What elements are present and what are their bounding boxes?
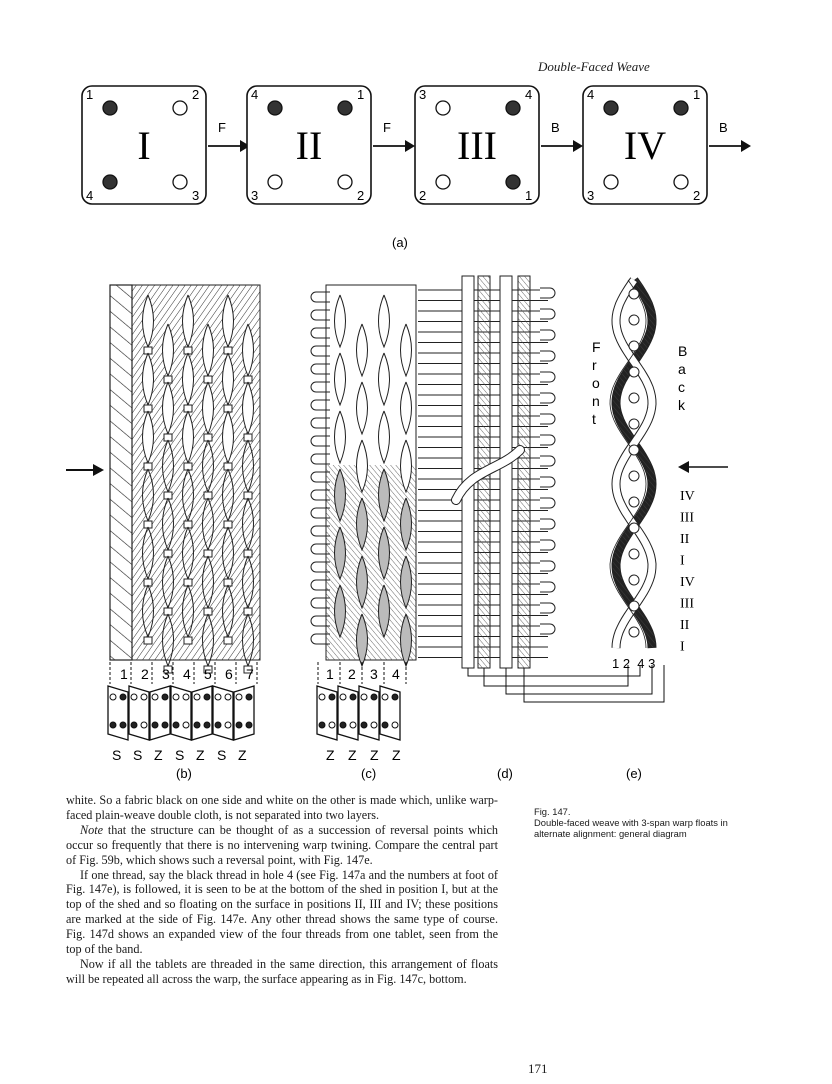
black-hole-icon bbox=[103, 101, 117, 115]
hole-number: 1 bbox=[357, 87, 365, 102]
tablet-card bbox=[359, 686, 379, 740]
white-hole-icon bbox=[173, 175, 187, 189]
column-number: 3 bbox=[162, 666, 170, 682]
twist-letter: S bbox=[133, 747, 143, 763]
back-letter: c bbox=[678, 379, 685, 395]
hole-number: 4 bbox=[525, 87, 533, 102]
position-numeral: III bbox=[680, 510, 694, 526]
tablet-card bbox=[317, 686, 337, 740]
tablet-card bbox=[380, 686, 400, 740]
warp-thread bbox=[518, 276, 530, 668]
turn-direction: B bbox=[719, 120, 728, 135]
tablet-card bbox=[150, 686, 170, 740]
position-numeral: I bbox=[680, 639, 685, 655]
tablet-card bbox=[171, 686, 191, 740]
black-hole-icon bbox=[604, 101, 618, 115]
hole-number: 2 bbox=[192, 87, 200, 102]
back-letter: B bbox=[678, 343, 688, 359]
paragraph-1: white. So a fabric black on one side and white on the other is made which, unlike warp-faced plain-weave double cloth, is not separated into two layers. bbox=[66, 793, 498, 822]
warp-thread bbox=[462, 276, 474, 668]
hole-number: 3 bbox=[192, 188, 200, 203]
tablet-numeral: III bbox=[457, 123, 497, 168]
back-letter: a bbox=[678, 361, 686, 377]
column-number: 1 bbox=[120, 666, 128, 682]
white-hole-icon bbox=[338, 175, 352, 189]
turn-arrow-icon bbox=[741, 140, 751, 152]
warp-thread bbox=[500, 276, 512, 668]
turn-direction: F bbox=[383, 120, 391, 135]
front-letter: t bbox=[592, 411, 596, 427]
white-hole-icon bbox=[436, 175, 450, 189]
hole-number: 4 bbox=[587, 87, 595, 102]
page-number: 171 bbox=[528, 1061, 548, 1076]
tablet-card bbox=[129, 686, 149, 740]
column-number: 4 bbox=[183, 666, 191, 682]
turn-arrow-icon bbox=[405, 140, 415, 152]
white-hole-icon bbox=[173, 101, 187, 115]
white-hole-icon bbox=[436, 101, 450, 115]
column-number: 6 bbox=[225, 666, 233, 682]
diagram-e-label: (e) bbox=[626, 766, 642, 781]
front-letter: F bbox=[592, 339, 601, 355]
hole-number: 1 bbox=[693, 87, 701, 102]
black-hole-icon bbox=[103, 175, 117, 189]
black-hole-icon bbox=[338, 101, 352, 115]
white-hole-icon bbox=[674, 175, 688, 189]
hole-number: 2 bbox=[693, 188, 701, 203]
tablet-card bbox=[213, 686, 233, 740]
tablet-4 bbox=[583, 86, 751, 204]
tablet-card bbox=[108, 686, 128, 740]
diagram-e-thread-course bbox=[610, 280, 652, 648]
position-numeral: IV bbox=[680, 489, 695, 504]
caption-fig-number: Fig. 147. bbox=[534, 806, 571, 817]
twist-letter: Z bbox=[238, 747, 247, 763]
paragraph-2 bbox=[66, 823, 498, 868]
tablet-card bbox=[338, 686, 358, 740]
twist-letter: Z bbox=[348, 747, 357, 763]
column-number: 1 bbox=[326, 666, 334, 682]
twist-letter: S bbox=[175, 747, 185, 763]
tablet-1 bbox=[82, 86, 250, 204]
body-text bbox=[66, 793, 498, 987]
tablet-numeral: IV bbox=[623, 123, 667, 168]
tablet-card bbox=[192, 686, 212, 740]
paragraph-2-text: that the structure can be thought of as a succession of reversal points which occur so frequently that there is no intervening warp twining. Compare the central part of Fig. 59b, which shows such a reversal point, with Fig. 147e. bbox=[66, 822, 498, 867]
diagram-a-label: (a) bbox=[392, 235, 408, 250]
back-letter: k bbox=[678, 397, 685, 413]
diagram-b-label: (b) bbox=[176, 766, 192, 781]
tablet-numeral: II bbox=[295, 123, 323, 168]
note-label: Note bbox=[80, 822, 104, 837]
black-hole-icon bbox=[674, 101, 688, 115]
diagram-a-tablet-sequence bbox=[82, 86, 751, 204]
column-number: 2 bbox=[348, 666, 356, 682]
hole-number: 1 bbox=[86, 87, 94, 102]
diagram-c-label: (c) bbox=[361, 766, 377, 781]
diagram-d-expanded-threads bbox=[418, 276, 664, 702]
hole-number: 3 bbox=[587, 188, 595, 203]
twist-letter: S bbox=[217, 747, 227, 763]
back-arrow-icon bbox=[678, 461, 728, 473]
diagram-b-band bbox=[66, 285, 260, 673]
twist-letter: Z bbox=[196, 747, 205, 763]
black-hole-icon bbox=[506, 175, 520, 189]
paragraph-3: If one thread, say the black thread in hole 4 (see Fig. 147a and the numbers at foot of Fig. 147e), is followed, it is seen to be at the bottom of the shed in position I, but at the top of the shed and so floating on the surface in positions II, III and IV; these positions are marked at the side of Fig. 147e. Any other thread shows the same type of course. Fig. 147d shows an expanded view of the four threads from one tablet, seen from the top of the band. bbox=[66, 867, 498, 957]
column-number: 4 bbox=[392, 666, 400, 682]
twist-letter: Z bbox=[326, 747, 335, 763]
running-head: Double-Faced Weave bbox=[538, 59, 650, 74]
position-numeral: III bbox=[680, 596, 694, 612]
turn-direction: F bbox=[218, 120, 226, 135]
diagram-e-bottom-numbers: 1 2 4 3 bbox=[612, 656, 656, 671]
column-number: 7 bbox=[246, 666, 254, 682]
front-letter: o bbox=[592, 375, 600, 391]
hole-number: 2 bbox=[419, 188, 427, 203]
tablet-numeral: I bbox=[137, 123, 151, 168]
white-hole-icon bbox=[604, 175, 618, 189]
tablet-2 bbox=[247, 86, 415, 204]
column-number: 2 bbox=[141, 666, 149, 682]
hole-number: 4 bbox=[251, 87, 259, 102]
tablet-3 bbox=[415, 86, 583, 204]
caption-text: Double-faced weave with 3-span warp floats in alternate alignment: general diagram bbox=[534, 817, 728, 839]
hole-number: 2 bbox=[357, 188, 365, 203]
tablet-card bbox=[234, 686, 254, 740]
position-numeral: II bbox=[680, 532, 690, 547]
hole-number: 3 bbox=[251, 188, 259, 203]
black-hole-icon bbox=[506, 101, 520, 115]
position-numeral: II bbox=[680, 618, 690, 633]
position-numeral: IV bbox=[680, 575, 695, 590]
diagram-d-label: (d) bbox=[497, 766, 513, 781]
front-letter: n bbox=[592, 393, 600, 409]
column-number: 3 bbox=[370, 666, 378, 682]
twist-letter: S bbox=[112, 747, 122, 763]
hole-number: 1 bbox=[525, 188, 533, 203]
hole-number: 4 bbox=[86, 188, 94, 203]
diagram-c-band bbox=[311, 285, 416, 666]
white-hole-icon bbox=[268, 175, 282, 189]
black-hole-icon bbox=[268, 101, 282, 115]
turn-direction: B bbox=[551, 120, 560, 135]
twist-letter: Z bbox=[370, 747, 379, 763]
twist-letter: Z bbox=[154, 747, 163, 763]
figure-caption bbox=[534, 806, 734, 839]
turn-arrow-icon bbox=[573, 140, 583, 152]
front-letter: r bbox=[592, 357, 597, 373]
twist-letter: Z bbox=[392, 747, 401, 763]
column-number: 5 bbox=[204, 666, 212, 682]
hole-number: 3 bbox=[419, 87, 427, 102]
paragraph-4: Now if all the tablets are threaded in the same direction, this arrangement of floats will be repeated all across the warp, the surface appearing as in Fig. 147c, bottom. bbox=[66, 956, 498, 986]
position-numeral: I bbox=[680, 553, 685, 569]
